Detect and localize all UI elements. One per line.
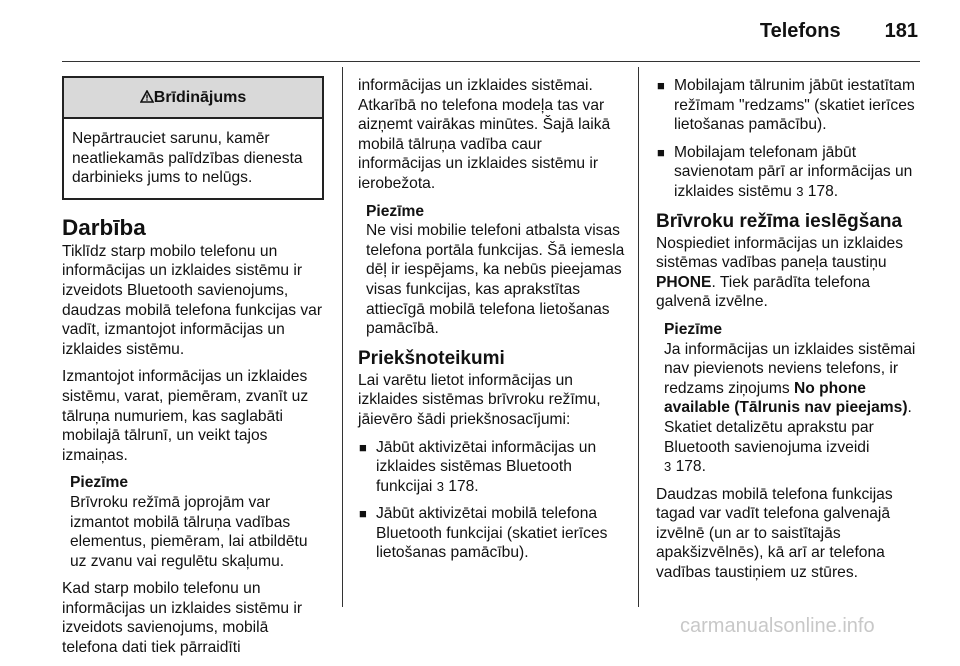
paragraph: Izmantojot informācijas un izklaides sistēmu, varat, piemēram, zvanīt uz tālruņa numuriem, kas saglabāti mobilajā tālrunī, un veikt tajos izmaiņas. (62, 368, 309, 464)
note-text: Ne visi mobilie telefoni atbalsta visas telefona portāla funkcijas. Šā iemesla dēļ ir iespējams, ka nebūs pieejamas visas funkcijas, kas aprakstītas attiecīgā mobilā telefona lietošanas pamācībā. (366, 222, 625, 338)
section-heading-brivroku: Brīvroku režīma ieslēgšana (656, 210, 903, 232)
note (70, 473, 324, 571)
paragraph: informācijas un izklaides sistēmai. Atkarībā no telefona modeļa tas var aizņemt vairākas minūtes. Šajā laikā mobilā tālruņa vadība caur informācijas un izklaides sistēmu ir ierobežota. (358, 77, 611, 192)
requirements-list (358, 438, 628, 564)
page-reference[interactable]: 178. (807, 182, 839, 200)
page-header (518, 20, 918, 46)
paragraph: Nospiediet informācijas un izklaides sistēmas vadības paneļa taustiņu PHONE. Tiek parādīta telefona galvenā izvēlne. (656, 234, 904, 311)
column-1 (62, 76, 324, 666)
warning-box (62, 76, 324, 200)
page-reference-icon: 3 (436, 478, 444, 494)
note-title: Piezīme (664, 320, 723, 338)
column-3 (656, 76, 922, 591)
list-item: ■ Jābūt aktivizētai informācijas un izklaides sistēmas Bluetooth funkcijai 3 178. (358, 438, 628, 497)
paragraph: Kad starp mobilo telefonu un informācijas un izklaides sistēmu ir izveidots savienojums, mobilā telefona dati tiek pārraidīti (62, 580, 303, 657)
note: Piezīme Ja informācijas un izklaides sistēmai nav pievienots neviens telefons, ir redzams ziņojums No phone available (Tālrunis nav pieejams). Skatiet detalizētu aprakstu par Bluetooth savienojuma izveidi 3 178. (664, 320, 922, 477)
paragraph: Daudzas mobilā telefona funkcijas tagad var vadīt telefona galvenajā izvēlnē (un ar to saistītajās apakšizvēlnēs), kā arī ar telefona vadības taustiņiem uz stūres. (656, 485, 893, 582)
list-item: ■ Jābūt aktivizētai mobilā telefona Bluetooth funkcijai (skatiet ierīces lietošanas pamācību). (358, 504, 628, 563)
warning-triangle-icon (140, 90, 154, 103)
column-divider (638, 67, 639, 607)
page-reference[interactable]: 178. (448, 477, 479, 495)
list-item: ■ Mobilajam telefonam jābūt savienotam pārī ar informācijas un izklaides sistēmu 3 178. (656, 143, 922, 202)
section-heading-priekshnoteikumi: Priekšnoteikumi (358, 347, 505, 369)
header-rule (62, 61, 920, 62)
page-reference-icon: 3 (664, 459, 672, 475)
watermark: carmanualsonline.info (680, 615, 875, 637)
page-title: Telefons (759, 20, 841, 42)
list-item: ■ Mobilajam tālrunim jābūt iestatītam režīmam "redzams" (skatiet ierīces lietošanas pamācību). (656, 76, 922, 135)
note-title: Piezīme (70, 474, 129, 492)
paragraph: Lai varētu lietot informācijas un izklaides sistēmas brīvroku režīmu, jāievēro šādi priekšnosacījumi: (358, 371, 601, 428)
section-heading-darbiba: Darbība (62, 214, 146, 240)
note (366, 202, 628, 339)
page-reference[interactable]: 178. (675, 458, 706, 476)
note-title: Piezīme (366, 202, 425, 220)
page-number: 181 (884, 20, 918, 42)
column-divider (342, 67, 343, 607)
phone-key-label: PHONE (656, 273, 712, 291)
note-text: Brīvroku režīmā joprojām var izmantot mobilā tālruņa vadības elementus, piemēram, lai atbildētu uz zvanu vai regulētu skaļumu. (70, 493, 308, 570)
message-label: No phone available (Tālrunis nav pieejams) (664, 379, 908, 417)
column-2 (358, 76, 628, 571)
requirements-list-continued (656, 76, 922, 202)
paragraph: Tiklīdz starp mobilo telefonu un informācijas un izklaides sistēmu ir izveidots Bluetooth savienojums, daudzas mobilā telefona funkcijas var vadīt, izmantojot informācijas un izklaides sistēmu. (62, 242, 323, 358)
warning-text: Nepārtrauciet sarunu, kamēr neatliekamās palīdzības dienesta darbinieks jums to nelūgs. (72, 130, 303, 187)
page-reference-icon: 3 (796, 183, 804, 199)
warning-title: Brīdinājums (153, 89, 247, 106)
warning-header (64, 78, 322, 119)
